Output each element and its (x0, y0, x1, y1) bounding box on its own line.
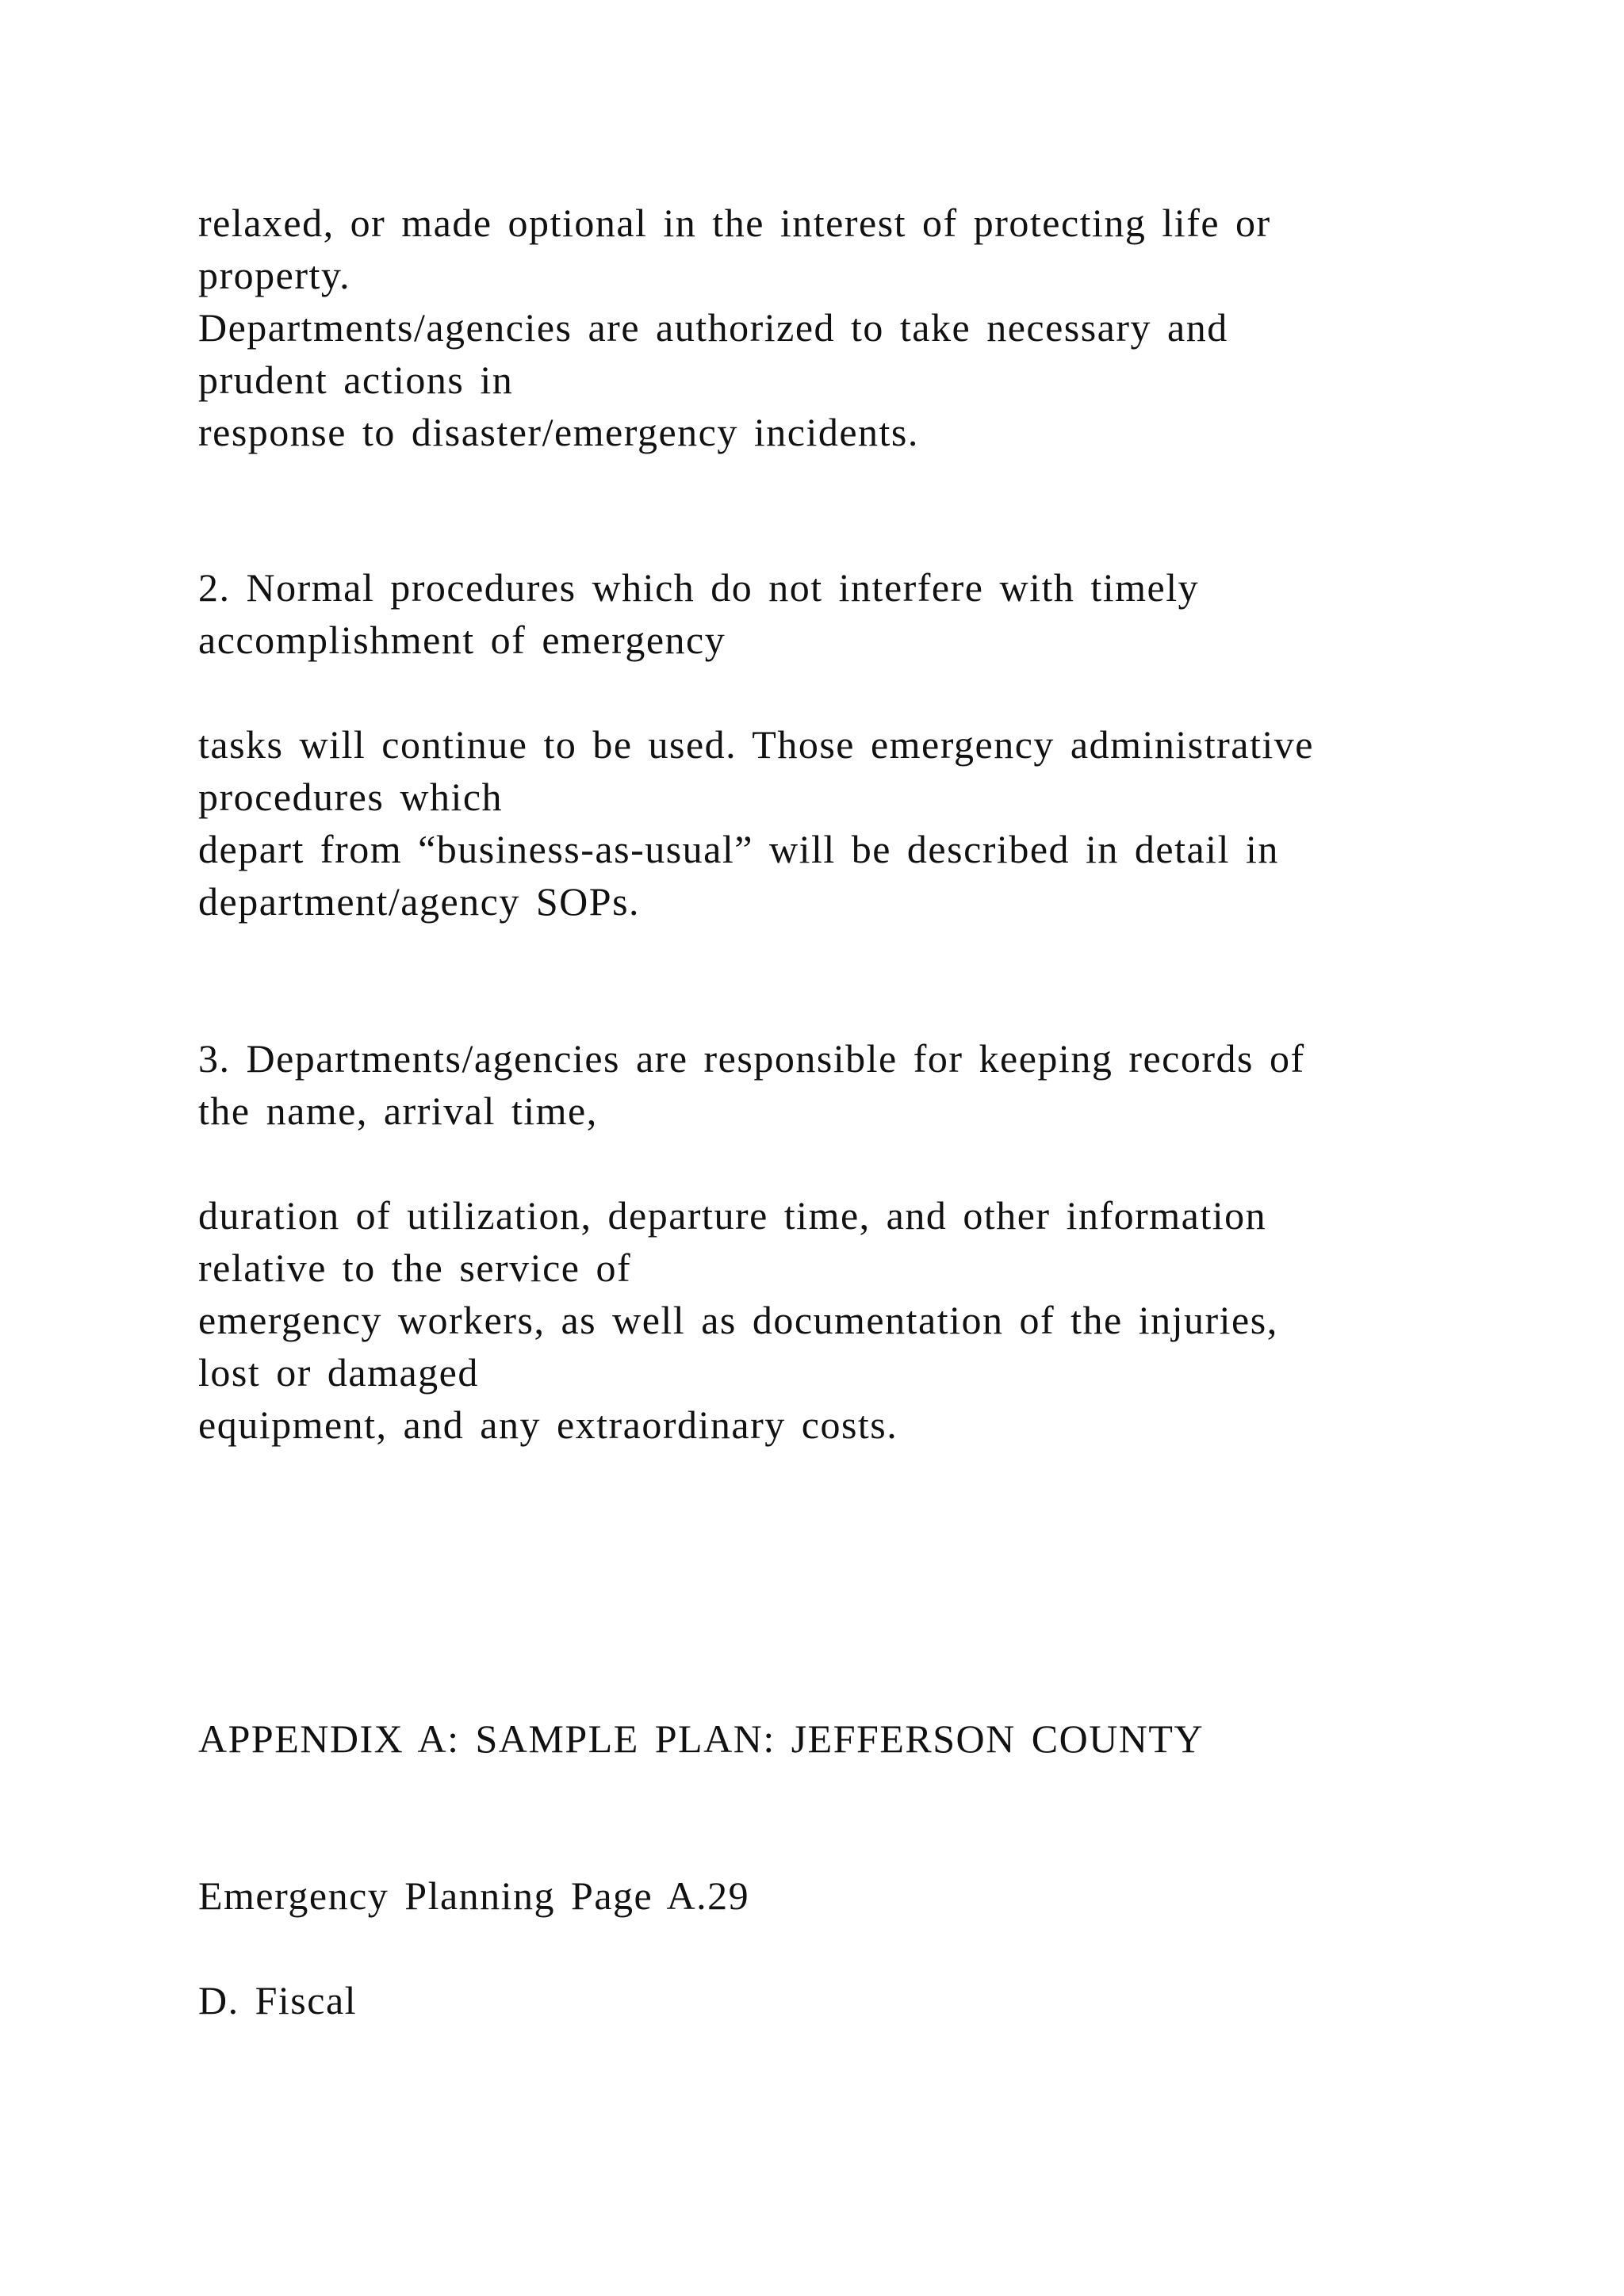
page-footer: Emergency Planning Page A.29 (198, 1873, 750, 1918)
list-item-3-line: lost or damaged (198, 1350, 479, 1395)
list-item-2-line: department/agency SOPs. (198, 879, 641, 924)
paragraph-line: property. (198, 253, 351, 297)
list-item-3-line: duration of utilization, departure time, and other information (198, 1193, 1267, 1238)
paragraph-line: prudent actions in (198, 358, 514, 402)
list-item-2-line: accomplishment of emergency (198, 618, 726, 662)
list-item-2-line: tasks will continue to be used. Those emergency administrative (198, 722, 1314, 767)
appendix-heading: APPENDIX A: SAMPLE PLAN: JEFFERSON COUNTY (198, 1716, 1205, 1761)
paragraph-line: response to disaster/emergency incidents. (198, 410, 919, 454)
list-item-3-line: 3. Departments/agencies are responsible for keeping records of (198, 1036, 1305, 1081)
list-item-2-line: depart from “business-as-usual” will be described in detail in (198, 827, 1279, 871)
list-item-3-line: relative to the service of (198, 1246, 632, 1290)
list-item-2-line: 2. Normal procedures which do not interfere with timely (198, 565, 1200, 610)
paragraph-line: relaxed, or made optional in the interest of protecting life or (198, 201, 1271, 245)
list-item-3-line: emergency workers, as well as documentation of the injuries, (198, 1298, 1278, 1342)
list-item-2-line: procedures which (198, 775, 504, 819)
section-heading: D. Fiscal (198, 1978, 358, 2022)
paragraph-line: Departments/agencies are authorized to take necessary and (198, 305, 1228, 350)
list-item-3-line: the name, arrival time, (198, 1089, 598, 1133)
list-item-3-line: equipment, and any extraordinary costs. (198, 1402, 898, 1447)
